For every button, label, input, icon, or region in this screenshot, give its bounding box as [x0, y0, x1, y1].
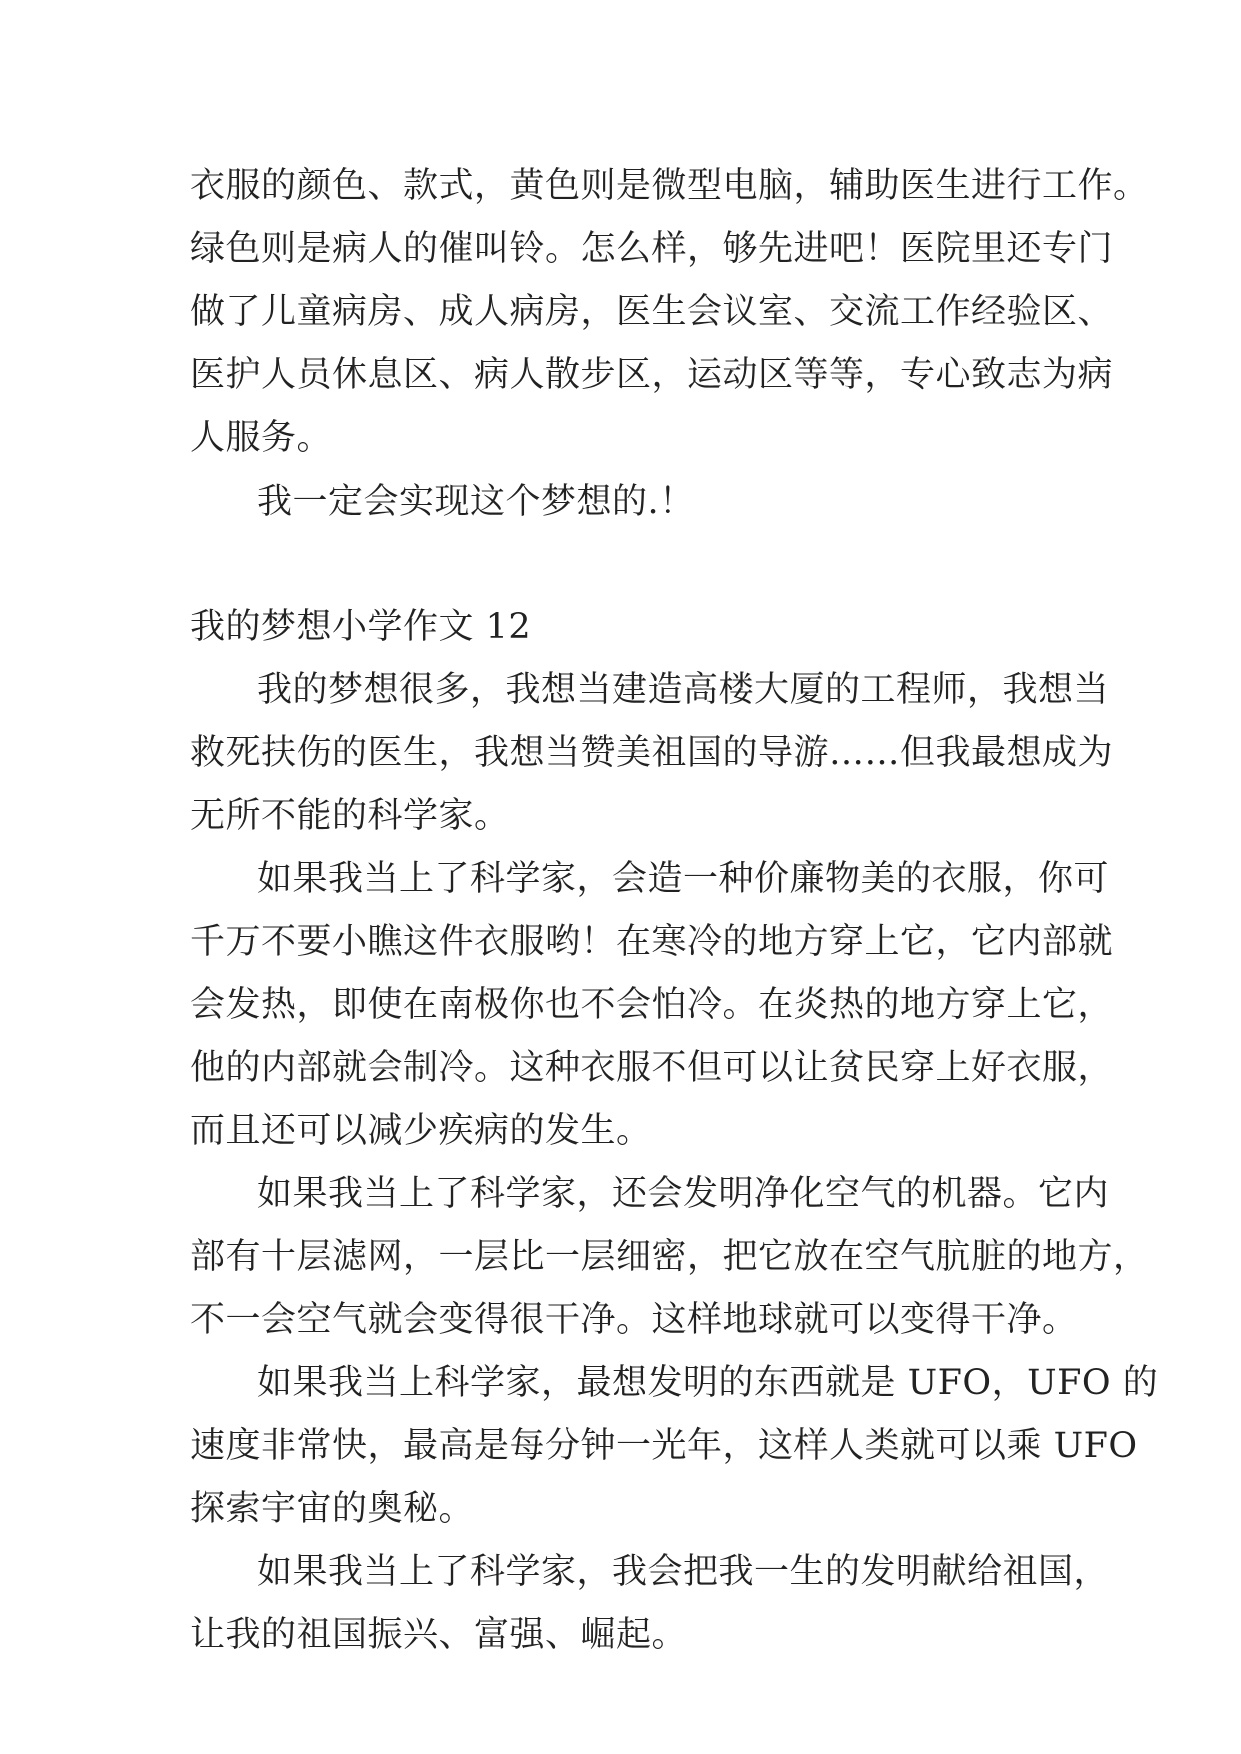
- paragraph-line: 我的梦想很多，我想当建造高楼大厦的工程师，我想当: [257, 670, 1110, 710]
- paragraph-line: 如果我当上了科学家，还会发明净化空气的机器。它内: [257, 1174, 1110, 1214]
- paragraph-line: 医护人员休息区、病人散步区，运动区等等，专心致志为病: [190, 355, 1114, 395]
- paragraph-line: 无所不能的科学家。: [190, 796, 510, 836]
- paragraph-line: 而且还可以减少疾病的发生。: [190, 1111, 652, 1151]
- paragraph-line: 救死扶伤的医生，我想当赞美祖国的导游……但我最想成为: [190, 733, 1114, 773]
- paragraph-line: 探索宇宙的奥秘。: [190, 1489, 475, 1529]
- paragraph-line: 千万不要小瞧这件衣服哟！在寒冷的地方穿上它，它内部就: [190, 922, 1114, 962]
- paragraph-line: 做了儿童病房、成人病房，医生会议室、交流工作经验区、: [190, 292, 1114, 332]
- paragraph-line: 不一会空气就会变得很干净。这样地球就可以变得干净。: [190, 1300, 1078, 1340]
- closing-line: 我一定会实现这个梦想的.！: [257, 482, 695, 522]
- paragraph-line: 速度非常快，最高是每分钟一光年，这样人类就可以乘 UFO: [190, 1426, 1138, 1466]
- paragraph-line: 让我的祖国振兴、富强、崛起。: [190, 1615, 688, 1655]
- essay-title: 我的梦想小学作文 12: [190, 607, 532, 647]
- paragraph-line: 他的内部就会制冷。这种衣服不但可以让贫民穿上好衣服，: [190, 1048, 1114, 1088]
- paragraph-line: 如果我当上科学家，最想发明的东西就是 UFO，UFO 的: [257, 1363, 1159, 1403]
- paragraph-line: 衣服的颜色、款式，黄色则是微型电脑，辅助医生进行工作。: [190, 166, 1149, 206]
- paragraph-line: 如果我当上了科学家，我会把我一生的发明献给祖国，: [257, 1552, 1110, 1592]
- paragraph-line: 绿色则是病人的催叫铃。怎么样，够先进吧！医院里还专门: [190, 229, 1114, 269]
- paragraph-line: 部有十层滤网，一层比一层细密，把它放在空气肮脏的地方，: [190, 1237, 1149, 1277]
- paragraph-line: 会发热，即使在南极你也不会怕冷。在炎热的地方穿上它，: [190, 985, 1114, 1025]
- paragraph-line: 人服务。: [190, 418, 333, 458]
- paragraph-line: 如果我当上了科学家，会造一种价廉物美的衣服，你可: [257, 859, 1110, 899]
